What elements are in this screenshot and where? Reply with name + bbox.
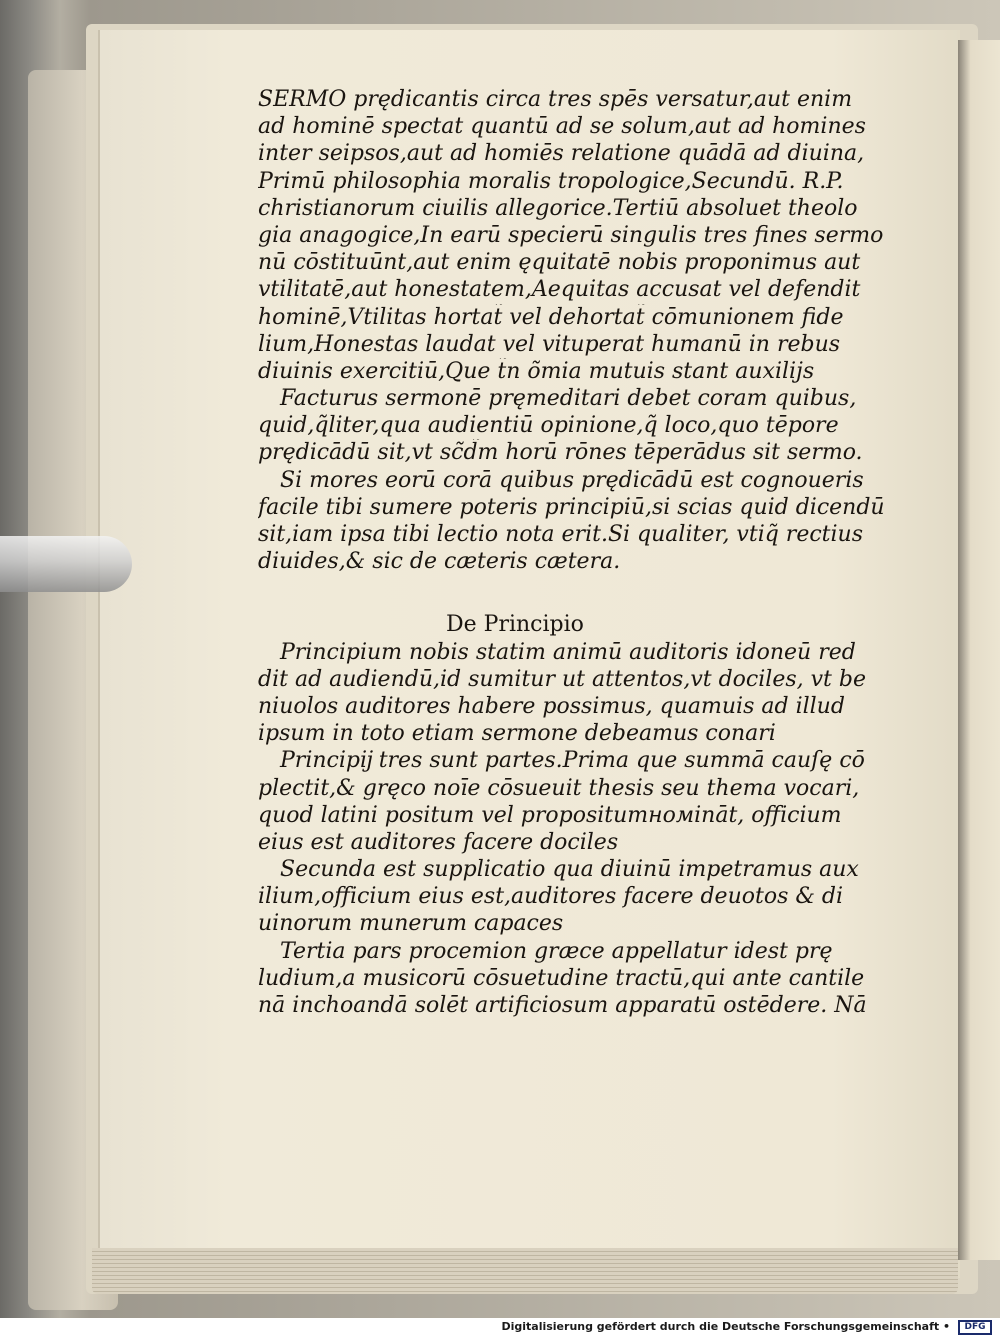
text-line: sit,iam ipsa tibi lectio nota erit.Si qualiter, vtiq̃ rectius — [258, 522, 863, 547]
text-line: Si mores eorū corā quibus prędicādū est cognoueris — [280, 467, 864, 493]
text-line: Tertia pars procemion græce appellatur idest prę — [280, 938, 833, 964]
section-heading: De Principio — [446, 612, 584, 638]
text-line: hominē,Vtilitas hortat̃ vel dehortat̃ cōmunionem fide — [258, 304, 844, 330]
text-line: quid,q̃liter,qua audientiū opinione,q̃ loco,quo tēpore — [258, 413, 839, 439]
text-line: ilium,officium eius est,auditores facere deuotos & di — [258, 884, 844, 910]
footer-bar — [0, 1318, 1000, 1338]
text-line: quod latini positum vel propositumномināt, officium — [258, 802, 842, 828]
page-block-edge — [92, 1248, 958, 1294]
text-line: ludium,a musicorū cōsuetudine tractū,qui ante cantile — [258, 965, 865, 991]
paragraph-group-2 — [258, 639, 888, 1020]
text-line: dit ad audiendū,id sumitur ut attentos,vt dociles, vt be — [258, 666, 866, 692]
text-line: Facturus sermonē pręmeditari debet coram quibus, — [280, 386, 857, 412]
text-line: nā inchoandā solēt artificiosum apparatū ostēdere. Nā — [258, 993, 867, 1018]
text-line: Principĳ tres sunt partes.Prima que summā cauſę cō — [280, 748, 865, 774]
text-line: inter seipsos,aut ad homiēs relatione quādā ad diuina, — [258, 141, 865, 167]
text-line: uinorum munerum capaces — [258, 911, 564, 937]
text-line: plectit,& gręco noīe cōsueuit thesis seu thema vocari, — [258, 775, 860, 801]
text-line: vtilitatē,aut honestatem,Aequitas accusat vel defendit — [258, 277, 861, 303]
page-clamp — [0, 536, 132, 592]
text-line: christianorum ciuilis allegorice.Tertiū absoluet theolo — [258, 195, 858, 221]
text-line: ipsum in toto etiam sermone debeamus conari — [258, 721, 776, 747]
text-line: niuolos auditores habere possimus, quamuis ad illud — [258, 693, 845, 719]
paragraph-group-1 — [258, 86, 888, 575]
text-line: Primū philosophia moralis tropologice,Secundū. R.P. — [258, 168, 844, 194]
text-line: Secunda est supplicatio qua diuinū impetramus aux — [280, 857, 859, 883]
text-line: diuides,& sic de cæteris cætera. — [258, 549, 621, 575]
dfg-logo: DFG — [958, 1320, 992, 1335]
text-line: facile tibi sumere poteris principiū,si scias quid dicendū — [258, 494, 885, 520]
text-line: lium,Honestas laudat vel vituperat humanū in rebus — [258, 331, 841, 357]
text-line: gia anagogice,In earū specierū singulis tres fines sermo — [258, 222, 884, 248]
facing-page-edge — [958, 40, 1000, 1260]
text-line: prędicādū sit,vt sc̃d̃m horū rōnes tēperādus sit sermo. — [258, 440, 863, 466]
text-line: Principium nobis statim animū auditoris idoneū red — [280, 639, 856, 665]
text-line: eius est auditores facere dociles — [258, 829, 619, 855]
text-line: ad hominē spectat quantū ad se solum,aut ad homines — [258, 114, 866, 140]
funding-credit: Digitalisierung gefördert durch die Deutsche Forschungsgemeinschaft • — [501, 1320, 950, 1333]
text-line: SERMO prędicantis circa tres spēs versatur,aut enim — [258, 87, 853, 112]
text-line: diuinis exercitiū,Que t̃n õmia mutuis stant auxilijs — [258, 358, 815, 384]
page-text — [258, 86, 888, 1019]
text-line: nū cōstituūnt,aut enim ęquitatē nobis proponimus aut — [258, 250, 861, 276]
